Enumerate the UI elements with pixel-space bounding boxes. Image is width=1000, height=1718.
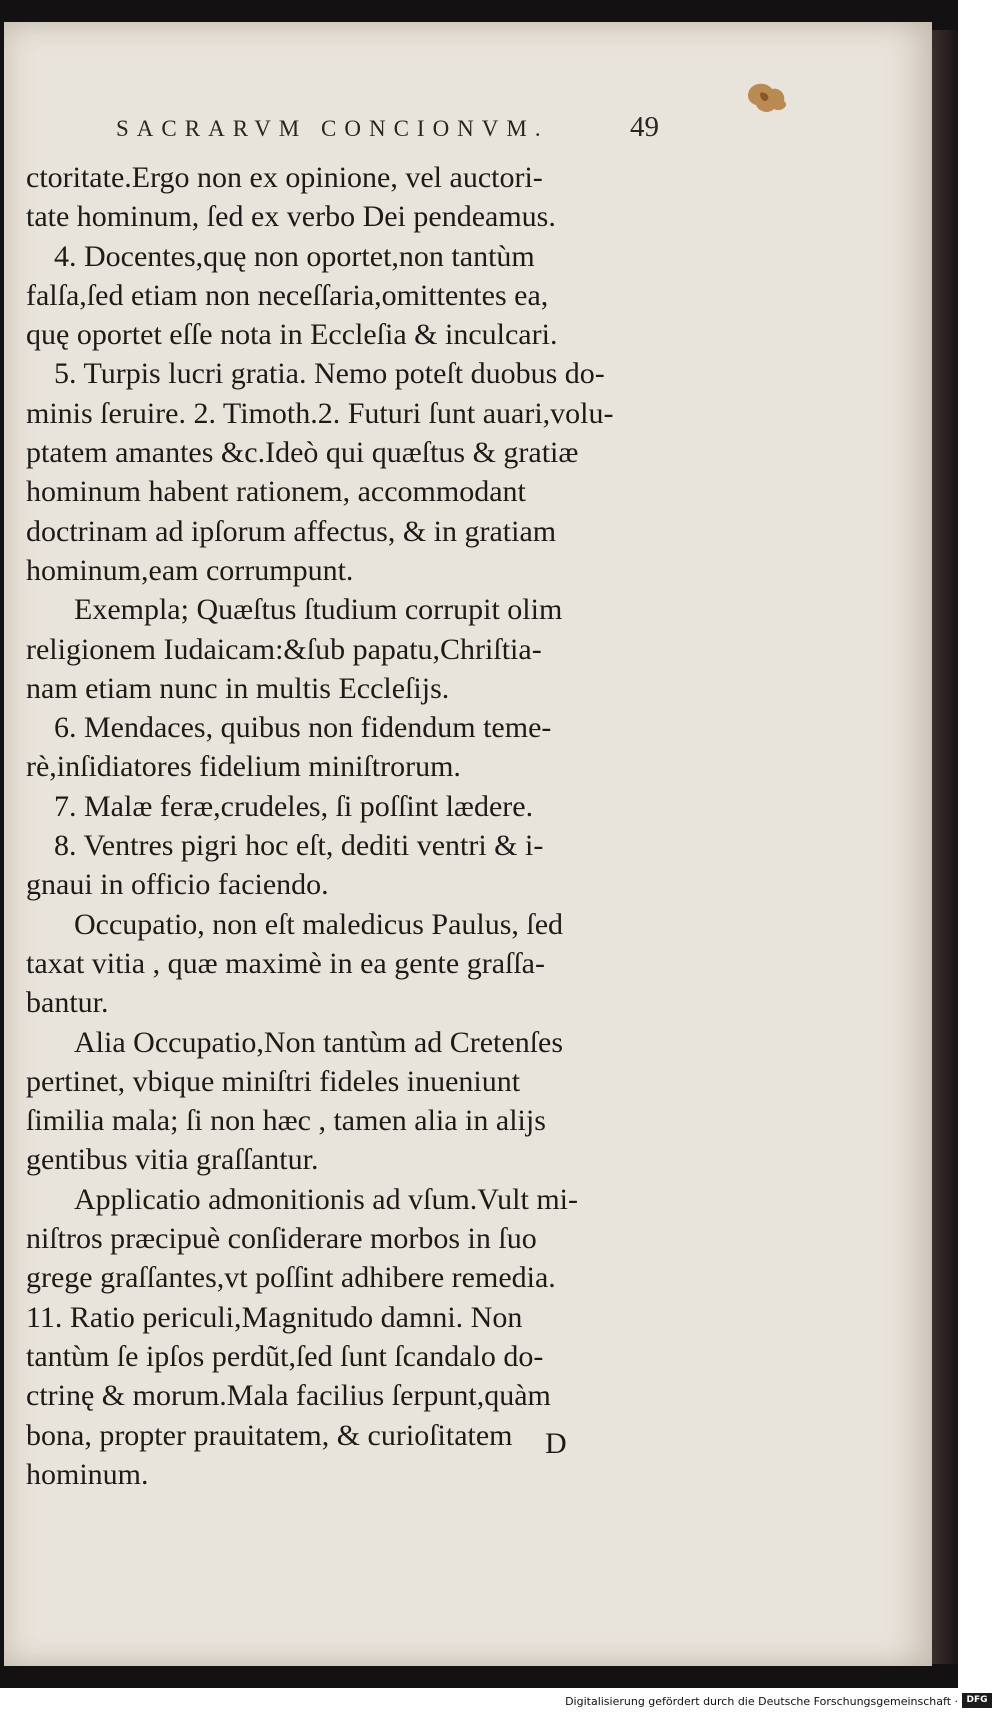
text-line: Applicatio admonitionis ad vſum.Vult mi-: [74, 1182, 578, 1216]
text-line: taxat vitia , quæ maximè in ea gente graſſa-: [26, 946, 545, 980]
signature-mark: D: [545, 1427, 567, 1460]
page-number: 49: [630, 111, 659, 143]
text-line: 4. Docentes,quę non oportet,non tantùm: [54, 239, 535, 273]
text-line: 7. Malæ feræ,crudeles, ſi poſſint lædere.: [54, 789, 534, 823]
body-text: [26, 158, 696, 1494]
text-line: hominum habent rationem, accommodant: [26, 475, 526, 509]
text-line: 8. Ventres pigri hoc eſt, dediti ventri & i-: [54, 829, 544, 863]
text-line: falſa,ſed etiam non neceſſaria,omittentes ea,: [26, 278, 549, 312]
text-line: 11. Ratio periculi,Magnitudo damni. Non: [26, 1300, 523, 1334]
page-edge: [932, 30, 958, 1664]
text-line: ctoritate.Ergo non ex opinione, vel auctori-: [26, 161, 543, 194]
text-line: nam etiam nunc in multis Eccleſijs.: [26, 671, 450, 705]
text-line: pertinet, vbique miniſtri fideles inueniunt: [26, 1064, 521, 1098]
text-line: 6. Mendaces, quibus non fidendum teme-: [54, 711, 552, 745]
text-line: ctrinę & morum.Mala facilius ſerpunt,quàm: [26, 1379, 551, 1413]
text-line: religionem Iudaicam:&ſub papatu,Chriſtia-: [26, 632, 542, 666]
text-line: niſtros præcipuè conſiderare morbos in ſuo: [26, 1222, 537, 1256]
footer-bar: [0, 1688, 1000, 1718]
text-line: minis ſeruire. 2. Timoth.2. Futuri ſunt auari,volu-: [26, 396, 614, 430]
text-line: doctrinam ad ipſorum affectus, & in gratiam: [26, 514, 557, 548]
funding-credit: Digitalisierung gefördert durch die Deutsche Forschungsgemeinschaft ·: [565, 1695, 958, 1708]
text-line: gnaui in officio faciendo.: [26, 868, 329, 902]
text-line: ſimilia mala; ſi non hæc , tamen alia in alijs: [26, 1104, 546, 1138]
text-line: hominum.: [26, 1457, 149, 1491]
text-line: hominum,eam corrumpunt.: [26, 553, 354, 587]
text-line: ptatem amantes &c.Ideò qui quæſtus & gratiæ: [26, 436, 579, 470]
text-line: grege graſſantes,vt poſſint adhibere remedia.: [26, 1261, 556, 1295]
text-line: bona, propter prauitatem, & curioſitatem: [26, 1418, 513, 1452]
paper-stain-icon: [746, 79, 792, 117]
text-line: tate hominum, ſed ex verbo Dei pendeamus.: [26, 200, 556, 234]
text-line: quę oportet eſſe nota in Eccleſia & inculcari.: [26, 318, 558, 352]
text-line: rè,inſidiatores fidelium miniſtrorum.: [26, 750, 461, 784]
book-page: [4, 22, 932, 1666]
text-line: Occupatio, non eſt maledicus Paulus, ſed: [74, 907, 564, 941]
text-line: tantùm ſe ipſos perdũt,ſed ſunt ſcandalo do-: [26, 1339, 544, 1373]
text-line: gentibus vitia graſſantur.: [26, 1143, 319, 1177]
running-head: SACRARVM CONCIONVM.: [116, 116, 549, 141]
dfg-logo-icon: DFG: [962, 1693, 992, 1708]
text-line: bantur.: [26, 986, 109, 1020]
text-line: 5. Turpis lucri gratia. Nemo poteſt duobus do-: [54, 357, 605, 391]
text-line: Alia Occupatio,Non tantùm ad Cretenſes: [74, 1025, 564, 1059]
text-line: Exempla; Quæſtus ſtudium corrupit olim: [74, 593, 563, 627]
